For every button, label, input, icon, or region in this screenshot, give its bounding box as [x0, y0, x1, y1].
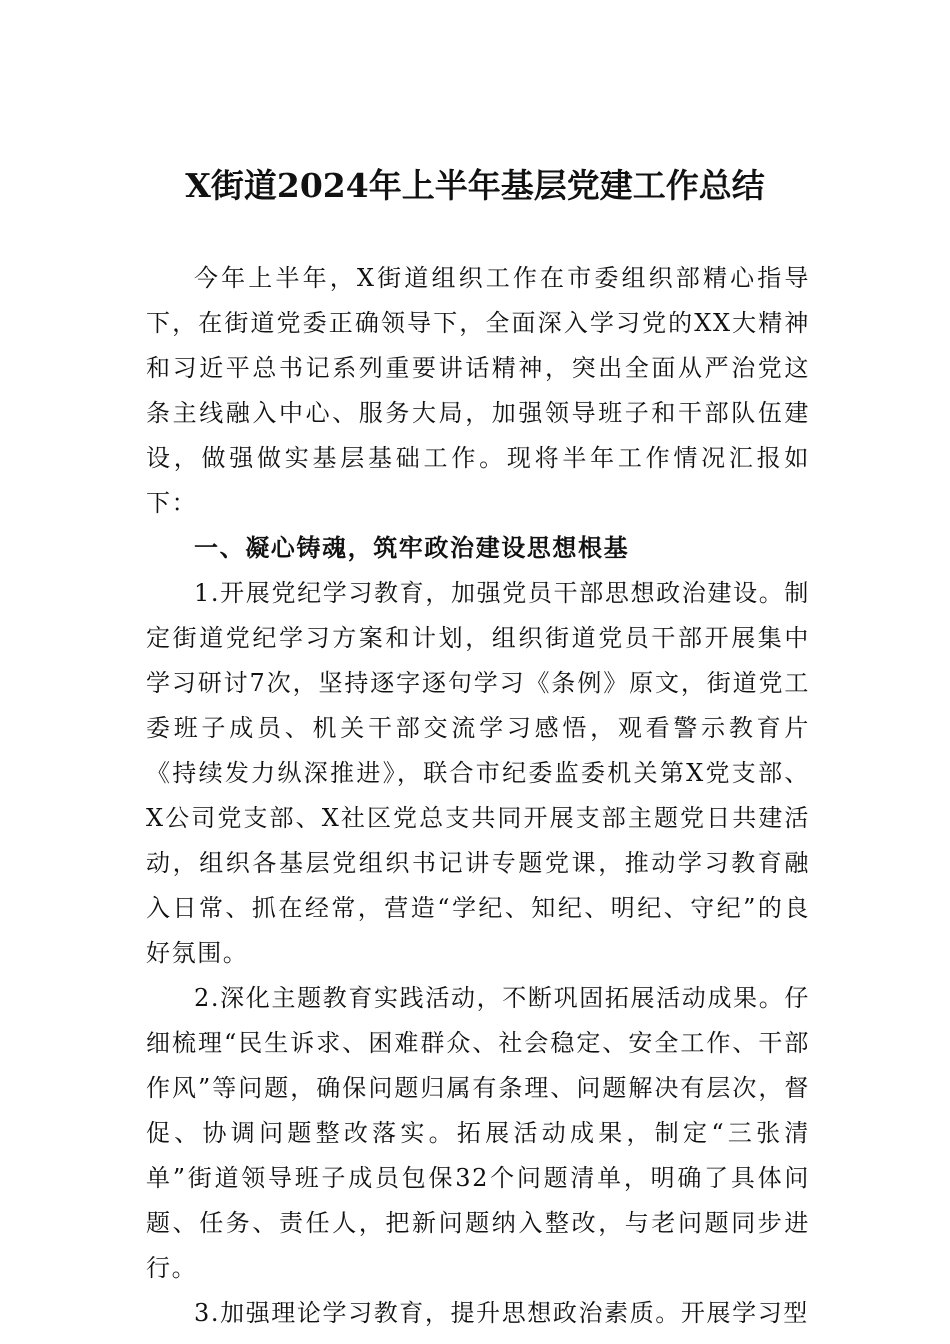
document-body — [146, 256, 810, 1336]
item-paragraph-3: 3.加强理论学习教育，提升思想政治素质。开展学习型 — [194, 1299, 809, 1327]
item-paragraph-2: 2.深化主题教育实践活动，不断巩固拓展活动成果。仔细梳理“民生诉求、困难群众、社会稳定、安全工作、干部作风”等问题，确保问题归属有条理、问题解决有层次，督促、协调问题整改落实。拓展活动成果，制定“三张清单”街道领导班子成员包保32个问题清单，明确了具体问题、任务、责任人，把新问题纳入整改，与老问题同步进行。 — [146, 984, 810, 1282]
intro-paragraph: 今年上半年，X街道组织工作在市委组织部精心指导下，在街道党委正确领导下，全面深入学习党的XX大精神和习近平总书记系列重要讲话精神，突出全面从严治党这条主线融入中心、服务大局，加强领导班子和干部队伍建设，做强做实基层基础工作。现将半年工作情况汇报如下： — [146, 264, 810, 517]
item-paragraph-1: 1.开展党纪学习教育，加强党员干部思想政治建设。制定街道党纪学习方案和计划，组织街道党员干部开展集中学习研讨7次，坚持逐字逐句学习《条例》原文，街道党工委班子成员、机关干部交流学习感悟，观看警示教育片《持续发力纵深推进》，联合市纪委监委机关第X党支部、X公司党支部、X社区党总支共同开展支部主题党日共建活动，组织各基层党组织书记讲专题党课，推动学习教育融入日常、抓在经常，营造“学纪、知纪、明纪、守纪”的良好氛围。 — [146, 579, 810, 967]
document-title: X街道2024年上半年基层党建工作总结 — [185, 166, 765, 205]
section-heading-1: 一、凝心铸魂，筑牢政治建设思想根基 — [194, 534, 630, 562]
